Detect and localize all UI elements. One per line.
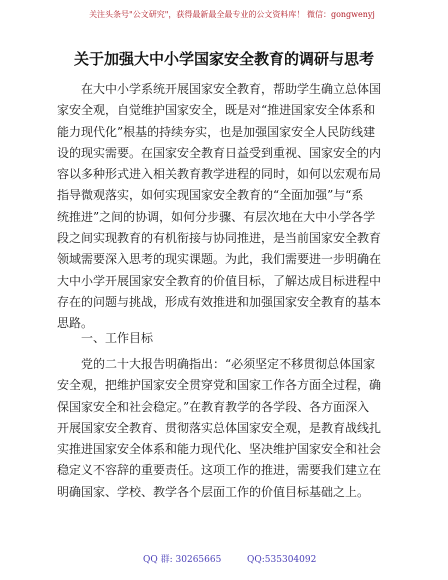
text-line: 容以多种形式进入相关教育教学进程的同时，如何以宏观布局 <box>57 167 382 182</box>
text-line: 安全观，把维护国家安全贯穿党和国家工作各方面全过程，确 <box>57 378 382 393</box>
text-line: 思路。 <box>57 316 94 331</box>
text-line: 家安全观，自觉维护国家安全，既是对“推进国家安全体系和 <box>57 103 376 118</box>
qq-contact-text: QQ:535304092 <box>247 555 317 565</box>
text-line: 设的现实需要。在国家安全教育日益受到重视、国家安全的内 <box>57 145 382 160</box>
intro-paragraph <box>57 79 390 335</box>
text-line: 存在的问题与挑战，形成有效推进和加强国家安全教育的基本 <box>57 294 382 309</box>
footer <box>0 553 448 567</box>
text-line: 明确国家、学校、教学各个层面工作的价值目标基础之上。 <box>57 484 370 499</box>
text-line: 领域需要深入思考的现实课题。为此，我们需要进一步明确在 <box>57 252 382 267</box>
text-line: 指导微观落实，如何实现国家安全教育的“全面加强”与“系 <box>57 188 364 203</box>
document-title: 关于加强大中小学国家安全教育的调研与思考 <box>73 50 374 68</box>
text-line: 能力现代化”根基的持续夯实，也是加强国家安全人民防线建 <box>57 124 376 139</box>
text-line: 统推进”之间的协调，如何分步骤、有层次地在大中小学各学 <box>57 209 376 224</box>
text-line: 在大中小学系统开展国家安全教育，帮助学生确立总体国 <box>57 82 382 96</box>
qq-group-text: QQ 群: 30265665 <box>143 555 222 565</box>
text-line: 开展国家安全教育、贯彻落实总体国家安全观，是教育战线扎 <box>57 420 382 435</box>
text-line: 段之间实现教育的有机衔接与协同推进，是当前国家安全教育 <box>57 231 382 246</box>
text-line: 大中小学开展国家安全教育的价值目标，了解达成目标进程中 <box>57 273 382 288</box>
text-line: 稳定义不容辞的重要责任。这项工作的推进，需要我们建立在 <box>57 463 382 478</box>
text-line: 党的二十大报告明确指出：“必须坚定不移贯彻总体国家 <box>57 357 376 371</box>
text-line: 保国家安全和社会稳定。”在教育教学的各学段、各方面深入 <box>57 399 370 414</box>
section-paragraph <box>57 354 390 503</box>
header-notice: 关注头条号"公文研究"，获得最新最全最专业的公文资料库！ 微信：gongwenyj <box>89 10 375 19</box>
section-heading: 一、工作目标 <box>57 331 154 345</box>
text-line: 实推进国家安全体系和能力现代化、坚决维护国家安全和社会 <box>57 442 382 457</box>
